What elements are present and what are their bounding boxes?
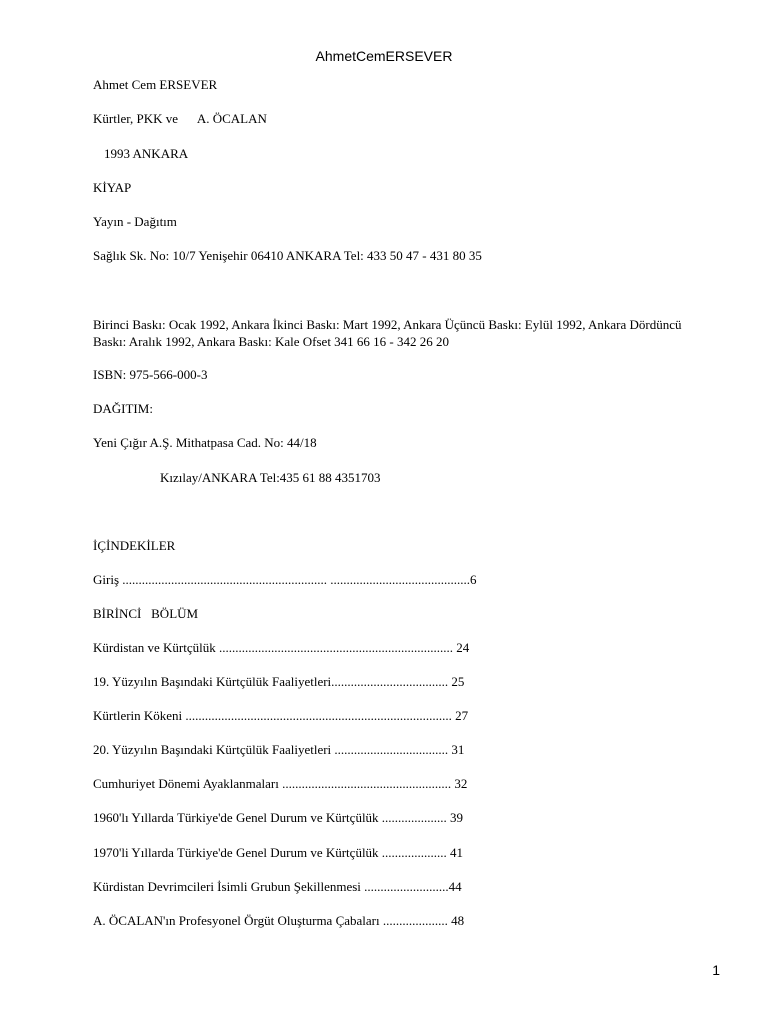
isbn-line: ISBN: 975-566-000-3 xyxy=(93,367,208,382)
page-number: 1 xyxy=(712,962,720,978)
toc-entry-intro: Giriş ............................................................... ...........................................6 xyxy=(93,572,477,587)
author-line: Ahmet Cem ERSEVER xyxy=(93,77,218,92)
toc-entry: Cumhuriyet Dönemi Ayaklanmaları .................................................... 32 xyxy=(93,776,468,791)
toc-entry: Kürdistan ve Kürtçülük ........................................................................ 24 xyxy=(93,640,470,655)
toc-part-heading: BİRİNCİ BÖLÜM xyxy=(93,606,199,621)
year-city-line: 1993 ANKARA xyxy=(104,146,189,161)
distribution-heading: DAĞITIM: xyxy=(93,401,153,416)
toc-entry: 1960'lı Yıllarda Türkiye'de Genel Durum ve Kürtçülük .................... 39 xyxy=(93,810,464,825)
toc-heading: İÇİNDEKİLER xyxy=(93,538,176,553)
editions-paragraph: Birinci Baskı: Ocak 1992, Ankara İkinci Baskı: Mart 1992, Ankara Üçüncü Baskı: Eylül 1992, Ankara Dördüncü Baskı: Aralık 1992, Ankara Baskı: Kale Ofset 341 66 16 - 342 26 20 xyxy=(93,317,682,349)
publisher-line: KİYAP xyxy=(93,180,132,195)
distribution-address-line: Yeni Çığır A.Ş. Mithatpasa Cad. No: 44/18 xyxy=(93,435,317,450)
toc-entry: 20. Yüzyılın Başındaki Kürtçülük Faaliyetleri ................................... 31 xyxy=(93,742,465,757)
toc-entry: A. ÖCALAN'ın Profesyonel Örgüt Oluşturma Çabaları .................... 48 xyxy=(93,913,465,928)
toc-entry: 19. Yüzyılın Başındaki Kürtçülük Faaliyetleri.................................... 25 xyxy=(93,674,465,689)
toc-entry: 1970'li Yıllarda Türkiye'de Genel Durum ve Kürtçülük .................... 41 xyxy=(93,845,464,860)
toc-entry: Kürdistan Devrimcileri İsimli Grubun Şekillenmesi ..........................44 xyxy=(93,879,462,894)
publisher-address-line: Sağlık Sk. No: 10/7 Yenişehir 06410 ANKARA Tel: 433 50 47 - 431 80 35 xyxy=(93,248,482,263)
toc-entry: Kürtlerin Kökeni .................................................................................. 27 xyxy=(93,708,469,723)
distribution-address-line-2: Kızılay/ANKARA Tel:435 61 88 4351703 xyxy=(160,470,381,485)
page-header-title: AhmetCemERSEVER xyxy=(315,48,453,64)
publisher-role-line: Yayın - Dağıtım xyxy=(93,214,177,229)
book-title-line: Kürtler, PKK ve A. ÖCALAN xyxy=(93,111,267,126)
